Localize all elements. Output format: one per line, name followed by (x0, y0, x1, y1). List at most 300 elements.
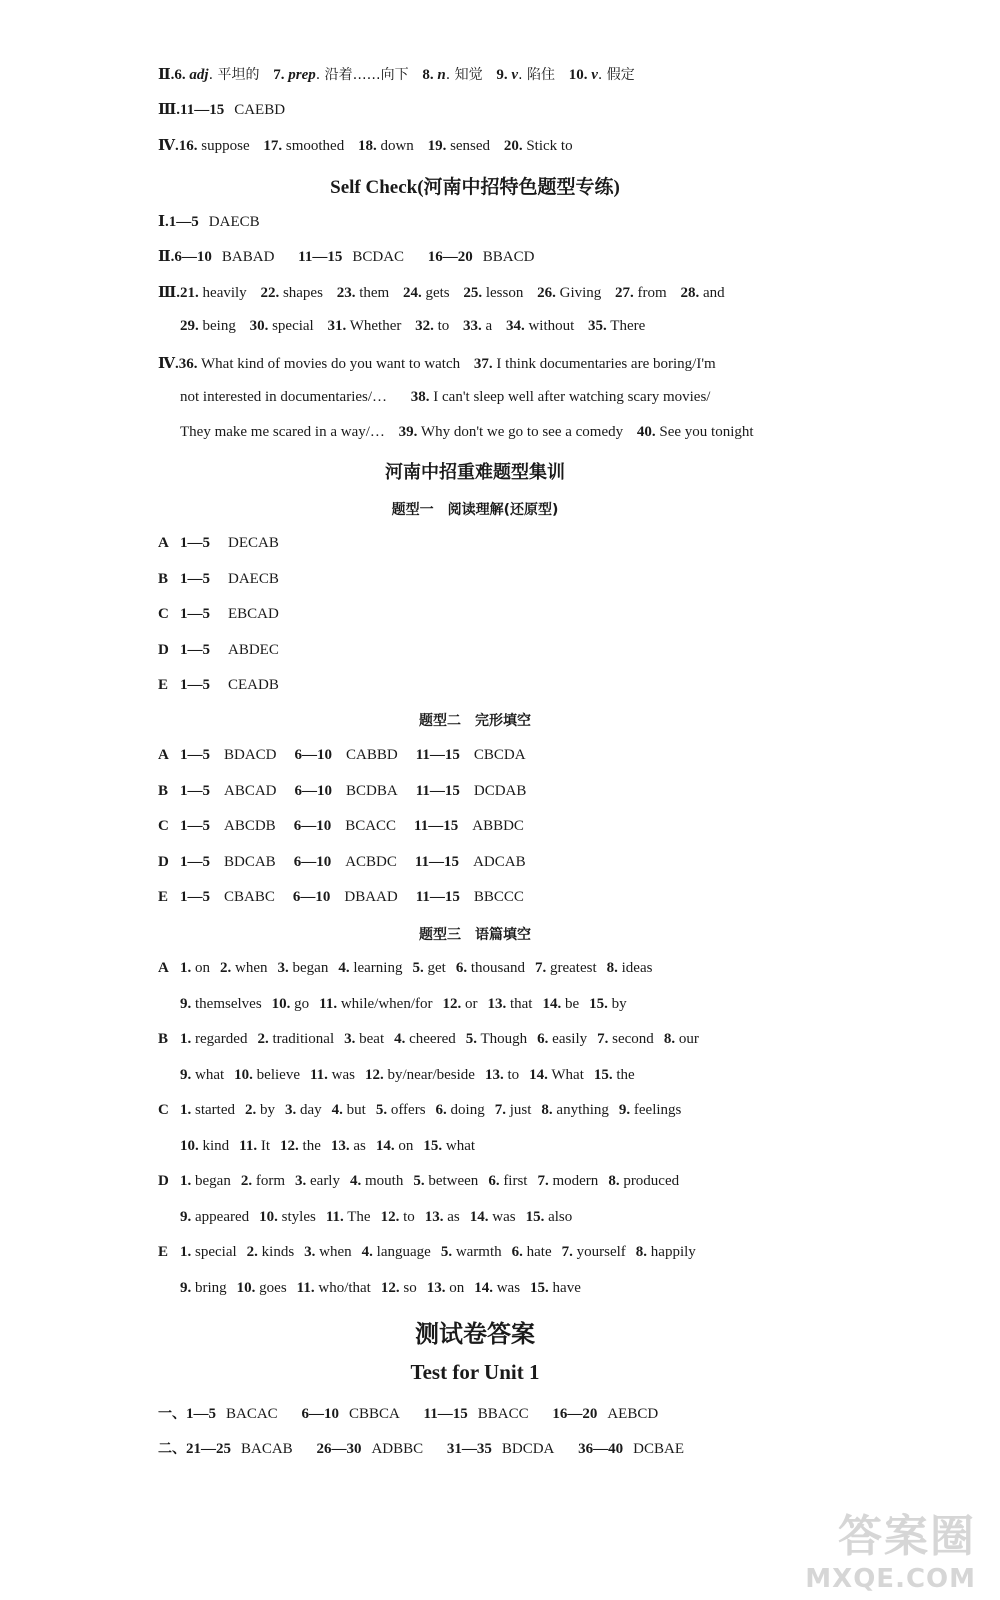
answers: CBCDA (473, 747, 526, 763)
definition: . 沿着……向下 (315, 67, 409, 83)
section-number: 一、 (158, 1406, 186, 1422)
range: 11—15 (423, 1406, 468, 1422)
answer: when (235, 960, 268, 976)
answer: heavily (202, 285, 247, 301)
item-number: 5. (465, 1031, 477, 1047)
range: 1—5 (180, 747, 210, 763)
answer: started (195, 1102, 235, 1118)
answer: have (552, 1279, 581, 1296)
passage-letter: A (158, 535, 169, 551)
section-4-answers (158, 136, 573, 155)
range: 1—5 (180, 782, 210, 799)
item-number: 10. (236, 1279, 256, 1296)
answer: shapes (282, 285, 323, 301)
answer: traditional (272, 1031, 335, 1047)
range: 36—40 (578, 1441, 624, 1457)
answers: BACAB (241, 1441, 293, 1457)
item-number: 18. (357, 138, 377, 154)
passage-letter: B (158, 1031, 169, 1047)
watermark-logo (805, 1500, 976, 1594)
section-number: Ⅳ. (158, 356, 179, 372)
type-3-row (180, 1280, 581, 1297)
answers: ABBDC (472, 818, 524, 834)
item-number: 39. (398, 424, 418, 440)
section-number: Ⅱ. (158, 249, 175, 265)
item-number: 16. (178, 138, 198, 154)
item-number: 10. (259, 1208, 278, 1225)
definition: . 陷住 (518, 67, 555, 83)
range: 1—5 (168, 214, 199, 230)
answer: Stick to (526, 138, 573, 154)
item-number: 8. (606, 960, 618, 976)
range: 11—15 (180, 102, 225, 118)
passage-letter: A (158, 960, 169, 976)
answer: What (551, 1066, 584, 1083)
section-number: Ⅲ. (158, 285, 181, 301)
answer: anything (556, 1102, 609, 1118)
item-number: 6. (174, 67, 186, 83)
answer: was (492, 1208, 516, 1225)
item-number: 10. (180, 1137, 199, 1154)
range: 6—10 (294, 782, 333, 799)
answers: CEADB (228, 677, 279, 693)
range: 31—35 (446, 1441, 492, 1457)
section-number: Ⅳ. (158, 138, 179, 154)
item-number: 32. (415, 318, 434, 334)
answer: be (564, 995, 580, 1012)
answer: greatest (549, 960, 597, 976)
henan-heading: 河南中招重难题型集训 (385, 462, 565, 483)
answer: I think documentaries are boring/I'm (496, 356, 716, 372)
answer: It (260, 1137, 271, 1154)
self-check-heading: Self Check(河南中招特色题型专练) (330, 177, 620, 198)
answer: as (447, 1208, 460, 1225)
passage-letter: D (158, 641, 169, 658)
item-number: 7. (273, 67, 285, 83)
item-number: 2. (220, 960, 232, 976)
item-number: 6. (455, 960, 468, 976)
answer: form (255, 1173, 285, 1189)
range: 11—15 (415, 782, 460, 799)
item-number: 13. (426, 1279, 446, 1296)
self-check-part-4-line-1 (158, 354, 716, 373)
range: 1—5 (180, 853, 210, 870)
answer: beat (359, 1031, 385, 1047)
passage-letter: E (158, 677, 169, 693)
answer: yourself (576, 1244, 626, 1260)
answer: who/that (318, 1279, 371, 1296)
item-number: 7. (597, 1031, 609, 1047)
test-section-2 (158, 1438, 684, 1458)
item-number: 14. (375, 1137, 395, 1154)
type-2-row (158, 889, 524, 906)
item-number: 8. (635, 1244, 648, 1260)
range: 11—15 (415, 889, 460, 905)
item-number: 4. (349, 1173, 362, 1189)
answer: to (507, 1066, 520, 1083)
item-number: 1. (180, 960, 192, 976)
item-number: 1. (180, 1102, 192, 1118)
answer: bring (195, 1279, 227, 1296)
answer: without (528, 318, 575, 334)
answer: Though (480, 1031, 528, 1047)
range: 6—10 (293, 853, 332, 870)
item-number: 40. (636, 424, 656, 440)
item-number: 35. (588, 318, 607, 334)
type-2-row (158, 747, 526, 764)
answers: BDACD (224, 747, 277, 763)
answer: a (485, 318, 493, 334)
section-3-answers (158, 100, 285, 119)
answers: DCDAB (473, 782, 527, 799)
answers: ABDEC (228, 641, 279, 658)
passage-letter: B (158, 782, 169, 799)
range: 1—5 (180, 535, 210, 551)
item-number: 14. (469, 1208, 489, 1225)
answer: cheered (409, 1031, 456, 1047)
answers: CBABC (224, 889, 275, 905)
answer: to (437, 318, 450, 334)
definition: . 假定 (597, 67, 635, 83)
answer: began (195, 1173, 231, 1189)
answer: special (195, 1244, 237, 1260)
item-number: 3. (304, 1244, 316, 1260)
item-number: 3. (277, 960, 289, 976)
test-unit-heading: Test for Unit 1 (410, 1360, 540, 1384)
answers: ABCDB (224, 818, 276, 834)
type-3-row (158, 1102, 681, 1119)
item-number: 9. (180, 995, 192, 1012)
section-number: Ⅰ. (158, 214, 169, 230)
answer: the (616, 1066, 635, 1083)
answer: also (548, 1208, 573, 1225)
range: 11—15 (415, 747, 460, 763)
answer: kinds (261, 1244, 295, 1260)
self-check-part-4-line-2 (180, 389, 710, 406)
answer: sensed (450, 138, 491, 154)
type-1-row (158, 606, 279, 623)
item-number: 11. (296, 1279, 315, 1296)
passage-letter: D (158, 1173, 169, 1189)
item-number: 9. (180, 1208, 192, 1225)
answers: CBBCA (348, 1406, 400, 1422)
answers: ACBDC (345, 853, 397, 870)
item-number: 25. (463, 285, 483, 301)
self-check-part-4-line-3 (180, 424, 754, 441)
definition: . 知觉 (445, 67, 483, 83)
answer: ideas (621, 960, 653, 976)
answer: doing (450, 1102, 485, 1118)
section-2-vocab (158, 64, 635, 84)
answers: BBACD (482, 249, 535, 265)
answer: down (380, 138, 414, 154)
self-check-part-1 (158, 212, 260, 231)
answer: was (496, 1279, 521, 1296)
type-3-row (158, 1031, 699, 1048)
passage-letter: C (158, 606, 169, 622)
answers: EBCAD (228, 606, 279, 622)
item-number: 33. (463, 318, 482, 334)
answer: second (612, 1031, 654, 1047)
answers: DAECB (228, 570, 279, 587)
answers: DBAAD (344, 889, 398, 905)
item-number: 14. (474, 1279, 493, 1296)
item-number: 27. (615, 285, 634, 301)
answer: feelings (633, 1102, 682, 1118)
item-number: 1. (180, 1031, 192, 1047)
answer: What kind of movies do you want to watch (201, 356, 461, 372)
answers: ADCAB (473, 853, 526, 870)
self-check-part-3-line-1 (158, 283, 725, 302)
answers: BDCDA (501, 1441, 555, 1457)
type-1-heading: 题型一 阅读理解(还原型) (391, 502, 559, 518)
section-number: 二、 (158, 1441, 186, 1457)
item-number: 22. (260, 285, 280, 301)
item-number: 2. (240, 1173, 253, 1189)
test-answers-heading: 测试卷答案 (415, 1320, 535, 1348)
passage-letter: C (158, 1102, 169, 1118)
range: 6—10 (292, 889, 331, 905)
answer: what (195, 1066, 225, 1083)
part-of-speech: n (437, 67, 446, 83)
answer: but (346, 1102, 366, 1118)
item-number: 14. (542, 995, 562, 1012)
answer: special (272, 318, 314, 334)
type-3-row (180, 1138, 475, 1155)
answers: BBCCC (473, 889, 524, 905)
watermark-text: 答案圈 (838, 1511, 976, 1562)
item-number: 7. (561, 1244, 573, 1260)
answer: just (509, 1102, 532, 1118)
type-1-row (158, 642, 279, 659)
part-of-speech: v (591, 67, 598, 83)
type-3-row (158, 1244, 696, 1261)
item-number: 12. (365, 1066, 384, 1083)
item-number: 6. (488, 1173, 500, 1189)
answer: began (292, 960, 329, 976)
item-number: 9. (496, 67, 508, 83)
answer: the (302, 1137, 321, 1154)
watermark-url: MXQE.COM (805, 1564, 976, 1594)
item-number: 4. (331, 1102, 343, 1118)
range: 11—15 (414, 853, 460, 870)
type-3-row (158, 960, 652, 977)
answer: by/near/beside (387, 1066, 475, 1083)
range: 1—5 (186, 1406, 216, 1422)
item-number: 5. (413, 1173, 425, 1189)
type-3-heading: 题型三 语篇填空 (419, 927, 531, 943)
type-2-row (158, 854, 526, 871)
item-number: 17. (263, 138, 283, 154)
answers: BABAD (221, 249, 275, 265)
item-number: 15. (593, 1066, 613, 1083)
answer: them (359, 285, 390, 301)
item-number: 26. (537, 285, 556, 301)
answer: happily (650, 1244, 696, 1260)
item-number: 12. (380, 1208, 400, 1225)
item-number: 7. (534, 960, 547, 976)
answers: DECAB (228, 535, 279, 551)
item-number: 12. (380, 1279, 400, 1296)
item-number: 20. (503, 138, 523, 154)
answer: The (347, 1208, 371, 1225)
type-1-row (158, 571, 279, 588)
answer: while/when/for (340, 995, 433, 1012)
range: 16—20 (552, 1406, 598, 1422)
answer: go (294, 995, 310, 1012)
passage-letter: B (158, 570, 169, 587)
type-2-row (158, 818, 524, 835)
item-number: 13. (487, 995, 507, 1012)
item-number: 6. (435, 1102, 447, 1118)
item-number: 8. (663, 1031, 676, 1047)
item-number: 15. (423, 1137, 443, 1154)
answer: or (464, 995, 478, 1012)
item-number: 11. (239, 1137, 258, 1154)
range: 1—5 (180, 641, 210, 658)
range: 1—5 (180, 606, 210, 622)
type-2-heading: 题型二 完形填空 (419, 713, 531, 729)
range: 6—10 (301, 1406, 339, 1422)
item-number: 7. (537, 1173, 549, 1189)
passage-letter: E (158, 1244, 169, 1260)
item-number: 3. (295, 1173, 307, 1189)
answer: gets (425, 285, 450, 301)
item-number: 6. (511, 1244, 523, 1260)
item-number: 8. (541, 1102, 553, 1118)
self-check-part-2 (158, 247, 534, 266)
item-number: 11. (325, 1208, 344, 1225)
item-number: 2. (244, 1102, 257, 1118)
item-number: 21. (180, 285, 199, 301)
item-number: 34. (505, 318, 525, 334)
part-of-speech: v (511, 67, 519, 83)
item-number: 13. (484, 1066, 504, 1083)
answers: DAECB (208, 214, 260, 230)
range: 16—20 (427, 249, 473, 265)
item-number: 8. (422, 67, 434, 83)
item-number: 13. (330, 1137, 350, 1154)
test-section-1 (158, 1403, 658, 1423)
range: 1—5 (180, 677, 210, 693)
answers: DCBAE (633, 1441, 684, 1457)
answer: Giving (559, 285, 602, 301)
type-1-row (158, 677, 279, 694)
answer: first (503, 1173, 528, 1189)
answer: easily (552, 1031, 588, 1047)
definition: . 平坦的 (208, 67, 260, 83)
item-number: 23. (336, 285, 356, 301)
item-number: 10. (271, 995, 291, 1012)
item-number: 8. (608, 1173, 620, 1189)
section-number: Ⅱ. (158, 67, 175, 83)
type-3-row (180, 1067, 635, 1084)
item-number: 38. (410, 389, 430, 405)
answer: from (637, 285, 667, 301)
answer: mouth (364, 1173, 404, 1189)
type-2-row (158, 783, 526, 800)
item-number: 19. (427, 138, 447, 154)
answer: day (299, 1102, 322, 1118)
answer: goes (259, 1279, 287, 1296)
item-number: 2. (257, 1031, 269, 1047)
item-number: 12. (442, 995, 462, 1012)
answers: CAEBD (234, 102, 286, 118)
item-number: 15. (525, 1208, 545, 1225)
passage-letter: D (158, 853, 169, 870)
answer: by (611, 995, 627, 1012)
answer: on (449, 1279, 465, 1296)
item-number: 10. (234, 1066, 253, 1083)
answer: Why don't we go to see a comedy (420, 424, 624, 440)
item-number: 31. (327, 318, 347, 334)
item-number: 9. (180, 1066, 192, 1083)
answer: that (509, 995, 533, 1012)
answers: BCDBA (346, 782, 398, 799)
answer: appeared (195, 1208, 250, 1225)
range: 1—5 (180, 889, 210, 905)
item-number: 4. (361, 1244, 373, 1260)
answer: when (319, 1244, 352, 1260)
answer: being (202, 318, 236, 334)
answer: learning (353, 960, 403, 976)
item-number: 7. (494, 1102, 506, 1118)
answer: was (331, 1066, 355, 1083)
item-number: 28. (680, 285, 700, 301)
passage-letter: C (158, 818, 169, 834)
answer: by (259, 1102, 275, 1118)
item-number: 5. (375, 1102, 388, 1118)
range: 1—5 (180, 570, 210, 587)
answer: to (403, 1208, 415, 1225)
answer: our (678, 1031, 699, 1047)
answer: as (353, 1137, 366, 1154)
range: 11—15 (298, 249, 343, 265)
item-number: 3. (344, 1031, 356, 1047)
range: 6—10 (293, 818, 332, 834)
item-number: 15. (530, 1279, 549, 1296)
self-check-part-3-line-2 (180, 318, 645, 335)
answer: offers (390, 1102, 426, 1118)
item-number: 9. (180, 1279, 192, 1296)
item-number: 5. (412, 960, 424, 976)
answer: thousand (470, 960, 525, 976)
answers: BCDAC (352, 249, 405, 265)
item-number: 10. (568, 67, 588, 83)
answers: AEBCD (607, 1406, 659, 1422)
type-3-row (180, 1209, 572, 1226)
item-number: 2. (246, 1244, 258, 1260)
answers: CABBD (346, 747, 398, 763)
range: 6—10 (174, 249, 212, 265)
answer: Whether (349, 318, 402, 334)
answer: There (610, 318, 646, 334)
answers: ADBBC (371, 1441, 424, 1457)
item-number: 12. (280, 1137, 299, 1154)
answer: kind (202, 1137, 230, 1154)
item-number: 1. (180, 1244, 192, 1260)
type-1-row (158, 535, 279, 552)
item-number: 15. (589, 995, 608, 1012)
part-of-speech: adj (189, 67, 209, 83)
item-number: 30. (249, 318, 269, 334)
part-of-speech: prep (288, 67, 316, 83)
item-number: 36. (178, 356, 198, 372)
answer: smoothed (285, 138, 345, 154)
answer: language (376, 1244, 431, 1260)
item-number: 29. (180, 318, 199, 334)
answer: warmth (455, 1244, 502, 1260)
